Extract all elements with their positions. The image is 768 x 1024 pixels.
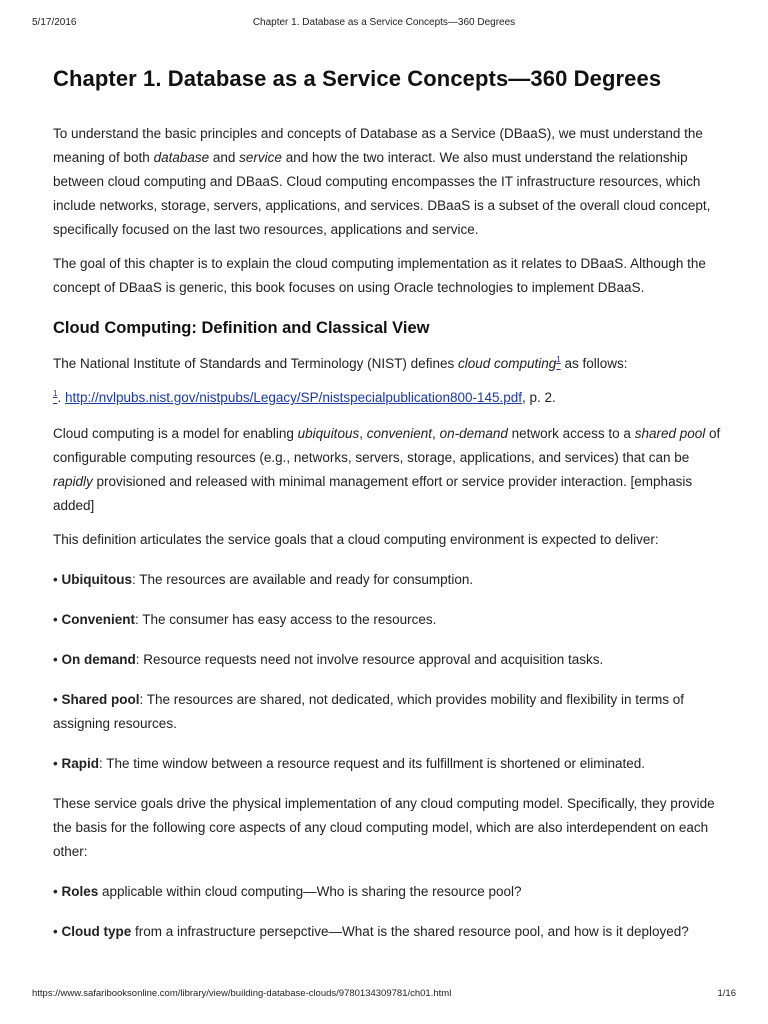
- footnote: [53, 386, 725, 410]
- text-run: as follows:: [560, 356, 628, 371]
- text-run: and: [209, 150, 240, 165]
- goal-desc: : Resource requests need not involve resource approval and acquisition tasks.: [135, 652, 604, 667]
- emphasis: on-demand: [439, 426, 508, 441]
- text-run: provisioned and released with minimal management effort or service provider interaction. [emphasis added]: [53, 474, 693, 513]
- text-run: and how the two interact. We also must understand the relationship between cloud computing and DBaaS. Cloud computing encompasses the IT infrastructure resources, which include networks, storage, servers, applications, and services. DBaaS is a subset of the overall cloud concept, specifically focused on the last two resources, applications and service.: [53, 150, 711, 237]
- section-heading: Cloud Computing: Definition and Classical View: [53, 319, 430, 337]
- footnote-number[interactable]: 1: [53, 389, 58, 398]
- text-run: .: [57, 390, 65, 405]
- goal-item: [53, 568, 725, 592]
- nist-definition-quote: [53, 422, 725, 518]
- goal-desc: : The resources are shared, not dedicated, which provides mobility and flexibility in terms of assigning resources.: [53, 692, 685, 731]
- bullet-glyph: •: [53, 612, 62, 627]
- aspect-term: Roles: [61, 884, 99, 899]
- text-run: Cloud computing is a model for enabling: [53, 426, 298, 441]
- goal-desc: : The consumer has easy access to the resources.: [135, 612, 437, 627]
- nist-definition-intro: [53, 352, 725, 376]
- print-footer: [32, 988, 736, 1002]
- emphasis: ubiquitous: [297, 426, 360, 441]
- aspect-term: Cloud type: [61, 924, 132, 939]
- goal-term: Ubiquitous: [61, 572, 132, 587]
- emphasis-service: service: [239, 150, 282, 165]
- aspect-item: [53, 880, 725, 904]
- goal-item: [53, 648, 725, 672]
- intro-paragraph-1: [53, 122, 725, 242]
- chapter-title: Chapter 1. Database as a Service Concepts—360 Degrees: [53, 66, 662, 91]
- emphasis-cloud-computing: cloud computing: [457, 356, 557, 371]
- footnote-ref-number[interactable]: 1: [556, 355, 561, 364]
- goal-item: [53, 608, 725, 632]
- aspect-desc: from a infrastructure persepctive—What is the shared resource pool, and how is it deployed?: [131, 924, 689, 939]
- bullet-glyph: •: [53, 756, 62, 771]
- text-run: The National Institute of Standards and Terminology (NIST) defines: [53, 356, 458, 371]
- goal-term: Rapid: [61, 756, 99, 771]
- goal-term: Shared pool: [61, 692, 140, 707]
- text-run: To understand the basic principles and concepts of Database as a Service (DBaaS), we must understand the meaning of both: [53, 126, 703, 165]
- goal-term: On demand: [61, 652, 136, 667]
- bullet-glyph: •: [53, 692, 62, 707]
- text-run: of configurable computing resources (e.g., networks, servers, storage, applications, and services) that can be: [53, 426, 721, 465]
- bullet-glyph: •: [53, 652, 62, 667]
- aspects-intro: These service goals drive the physical implementation of any cloud computing model. Specifically, they provide the basis for the following core aspects of any cloud computing model, which are also interdependent on each other:: [53, 796, 715, 859]
- emphasis: rapidly: [53, 474, 93, 489]
- document-body: [53, 64, 725, 960]
- goal-term: Convenient: [61, 612, 135, 627]
- text-run: , p. 2.: [522, 390, 556, 405]
- aspect-desc: applicable within cloud computing—Who is sharing the resource pool?: [98, 884, 522, 899]
- emphasis: convenient: [366, 426, 433, 441]
- text-run: ,: [359, 426, 367, 441]
- nist-pdf-link[interactable]: http://nvlpubs.nist.gov/nistpubs/Legacy/SP/nistspecialpublication800-145.pdf: [64, 390, 523, 405]
- goal-item: [53, 688, 725, 736]
- goal-desc: : The time window between a resource request and its fulfillment is shortened or eliminated.: [99, 756, 646, 771]
- text-run: network access to a: [507, 426, 635, 441]
- print-page-title: Chapter 1. Database as a Service Concepts—360 Degrees: [252, 17, 516, 28]
- text-run: ,: [432, 426, 440, 441]
- goals-intro: This definition articulates the service goals that a cloud computing environment is expected to deliver:: [53, 532, 659, 547]
- emphasis: shared pool: [634, 426, 706, 441]
- intro-paragraph-2: The goal of this chapter is to explain the cloud computing implementation as it relates to DBaaS. Although the concept of DBaaS is generic, this book focuses on using Oracle technologies to implement DBaaS.: [53, 256, 706, 295]
- goal-item: [53, 752, 725, 776]
- bullet-glyph: •: [53, 884, 62, 899]
- print-page-number: 1/16: [717, 988, 736, 999]
- emphasis-database: database: [153, 150, 210, 165]
- print-source-url: https://www.safaribooksonline.com/library/view/building-database-clouds/9780134309781/ch01.html: [32, 988, 452, 999]
- bullet-glyph: •: [53, 924, 62, 939]
- print-date: 5/17/2016: [32, 17, 77, 28]
- aspect-item: [53, 920, 725, 944]
- print-header: [32, 17, 736, 31]
- bullet-glyph: •: [53, 572, 62, 587]
- goal-desc: : The resources are available and ready for consumption.: [131, 572, 474, 587]
